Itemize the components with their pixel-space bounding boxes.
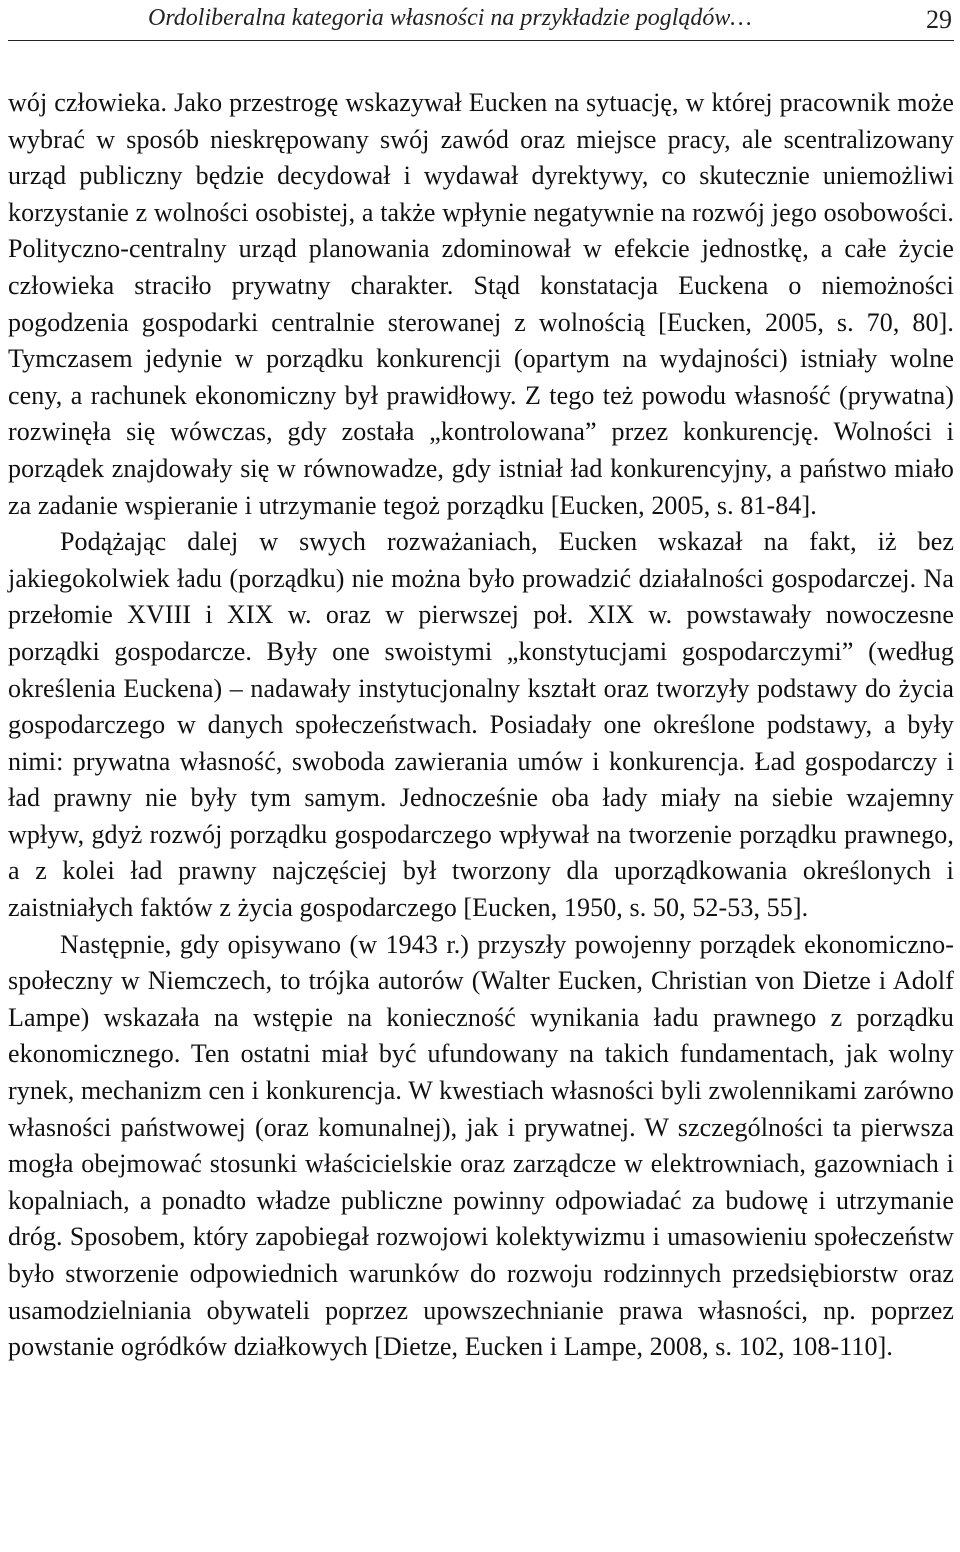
page-number: 29 [926, 5, 952, 34]
paragraph-2: Podążając dalej w swych rozważaniach, Eucken wskazał na fakt, iż bez jakiegokolwiek ładu (porządku) nie można było prowadzić działalności gospodarczej. Na przełomie XVIII i XIX w. oraz w pierwszej poł. XIX w. powstawały nowoczesne porządki gospodarcze. Były one swoistymi „konstytucjami gospodarczymi” (według określenia Euckena) – nadawały instytucjonalny kształt oraz tworzyły podstawy do życia gospodarczego w danych społeczeństwach. Posiadały one określone podstawy, a były nimi: prywatna własność, swoboda zawierania umów i konkurencja. Ład gospodarczy i ład prawny nie były tym samym. Jednocześnie oba łady miały na siebie wzajemny wpływ, gdyż rozwój porządku gospodarczego wpływał na tworzenie porządku prawnego, a z kolei ład prawny najczęściej był tworzony dla uporządkowania określonych i zaistniałych faktów z życia gospodarczego [Eucken, 1950, s. 50, 52-53, 55]. [8, 527, 954, 923]
running-header [8, 0, 954, 41]
body-text [8, 85, 954, 1366]
paragraph-3: Następnie, gdy opisywano (w 1943 r.) przyszły powojenny porządek ekonomiczno-społeczny w Niemczech, to trójka autorów (Walter Eucken, Christian von Dietze i Adolf Lampe) wskazała na wstępie na konieczność wynikania ładu prawnego z porządku ekonomicznego. Ten ostatni miał być ufundowany na takich fundamentach, jak wolny rynek, mechanizm cen i konkurencja. W kwestiach własności byli zwolennikami zarówno własności państwowej (oraz komunalnej), jak i prywatnej. W szczególności ta pierwsza mogła obejmować stosunki właścicielskie oraz zarządcze w elektrowniach, gazowniach i kopalniach, a ponadto władze publiczne powinny odpowiadać za budowę i utrzymanie dróg. Sposobem, który zapobiegał rozwojowi kolektywizmu i umasowieniu społeczeństw było stworzenie odpowiednich warunków do rozwoju rodzinnych przedsiębiorstw oraz usamodzielniania obywateli poprzez upowszechnianie prawa własności, np. poprzez powstanie ogródków działkowych [Dietze, Eucken i Lampe, 2008, s. 102, 108-110]. [8, 929, 954, 1362]
document-page [8, 0, 954, 1366]
running-title: Ordoliberalna kategoria własności na przykładzie poglądów… [148, 5, 752, 31]
paragraph-1: wój człowieka. Jako przestrogę wskazywał Eucken na sytuację, w której pracownik może wybrać w sposób nieskrępowany swój zawód oraz miejsce pracy, ale scentralizowany urząd publiczny będzie decydował i wydawał dyrektywy, co skutecznie uniemożliwi korzystanie z wolności osobistej, a także wpłynie negatywnie na rozwój jego osobowości. Polityczno-centralny urząd planowania zdominował w efekcie jednostkę, a całe życie człowieka straciło prywatny charakter. Stąd konstatacja Euckena o niemożności pogodzenia gospodarki centralnie sterowanej z wolnością [Eucken, 2005, s. 70, 80]. Tymczasem jedynie w porządku konkurencji (opartym na wydajności) istniały wolne ceny, a rachunek ekonomiczny był prawidłowy. Z tego też powodu własność (prywatna) rozwinęła się wówczas, gdy została „kontrolowana” przez konkurencję. Wolności i porządek znajdowały się w równowadze, gdy istniał ład konkurencyjny, a państwo miało za zadanie wspieranie i utrzymanie tegoż porządku [Eucken, 2005, s. 81-84]. [8, 88, 954, 520]
